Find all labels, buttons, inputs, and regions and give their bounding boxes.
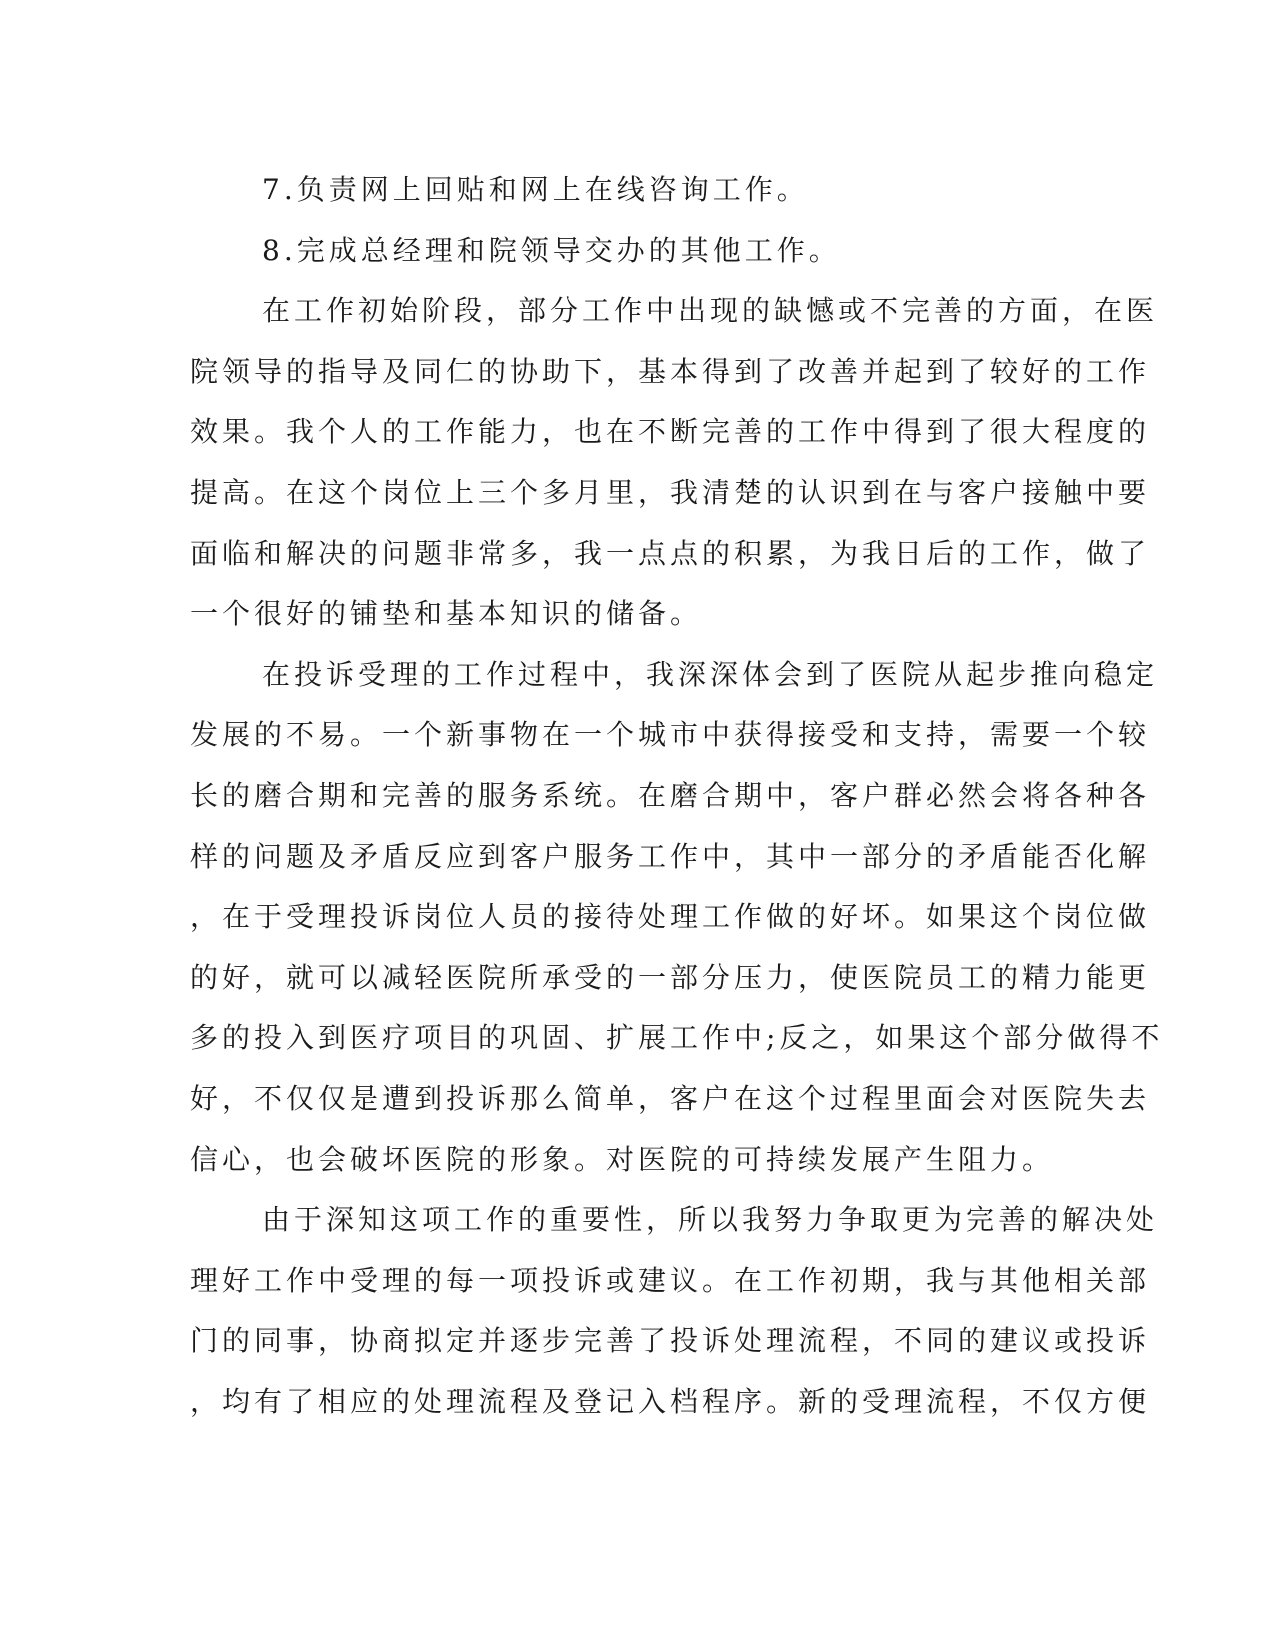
paragraph-2-line-4: 样的问题及矛盾反应到客户服务工作中，其中一部分的矛盾能否化解 bbox=[190, 839, 1151, 873]
paragraph-1-line-2: 院领导的指导及同仁的协助下，基本得到了改善并起到了较好的工作 bbox=[190, 354, 1151, 388]
paragraph-3-line-1: 由于深知这项工作的重要性，所以我努力争取更为完善的解决处 bbox=[262, 1203, 1159, 1237]
paragraph-1-line-4: 提高。在这个岗位上三个多月里，我清楚的认识到在与客户接触中要 bbox=[190, 475, 1151, 509]
paragraph-2-line-2: 发展的不易。一个新事物在一个城市中获得接受和支持，需要一个较 bbox=[190, 718, 1151, 752]
paragraph-2-line-5: ，在于受理投诉岗位人员的接待处理工作做的好坏。如果这个岗位做 bbox=[190, 900, 1151, 934]
paragraph-1-line-1: 在工作初始阶段，部分工作中出现的缺憾或不完善的方面，在医 bbox=[262, 294, 1159, 328]
paragraph-2-line-6: 的好，就可以减轻医院所承受的一部分压力，使医院员工的精力能更 bbox=[190, 960, 1151, 994]
list-item-7: 7.负责网上回贴和网上在线咨询工作。 bbox=[262, 173, 809, 206]
paragraph-2-line-3: 长的磨合期和完善的服务系统。在磨合期中，客户群必然会将各种各 bbox=[190, 778, 1151, 812]
list-item-8: 8.完成总经理和院领导交办的其他工作。 bbox=[262, 233, 841, 267]
paragraph-1-line-3: 效果。我个人的工作能力，也在不断完善的工作中得到了很大程度的 bbox=[190, 415, 1151, 449]
document-body bbox=[190, 160, 1164, 1432]
paragraph-2-line-7: 多的投入到医疗项目的巩固、扩展工作中;反之，如果这个部分做得不 bbox=[190, 1021, 1164, 1055]
paragraph-2-line-1: 在投诉受理的工作过程中，我深深体会到了医院从起步推向稳定 bbox=[262, 657, 1159, 691]
paragraph-3-line-2: 理好工作中受理的每一项投诉或建议。在工作初期，我与其他相关部 bbox=[190, 1263, 1151, 1297]
paragraph-3-line-3: 门的同事，协商拟定并逐步完善了投诉处理流程，不同的建议或投诉 bbox=[190, 1324, 1151, 1358]
paragraph-2-line-9: 信心，也会破坏医院的形象。对医院的可持续发展产生阻力。 bbox=[190, 1142, 1055, 1176]
paragraph-3-line-4: ，均有了相应的处理流程及登记入档程序。新的受理流程，不仅方便 bbox=[190, 1384, 1151, 1418]
paragraph-1-line-5: 面临和解决的问题非常多，我一点点的积累，为我日后的工作，做了 bbox=[190, 536, 1151, 570]
paragraph-2-line-8: 好，不仅仅是遭到投诉那么简单，客户在这个过程里面会对医院失去 bbox=[190, 1081, 1151, 1115]
paragraph-1-line-6: 一个很好的铺垫和基本知识的储备。 bbox=[190, 597, 703, 631]
